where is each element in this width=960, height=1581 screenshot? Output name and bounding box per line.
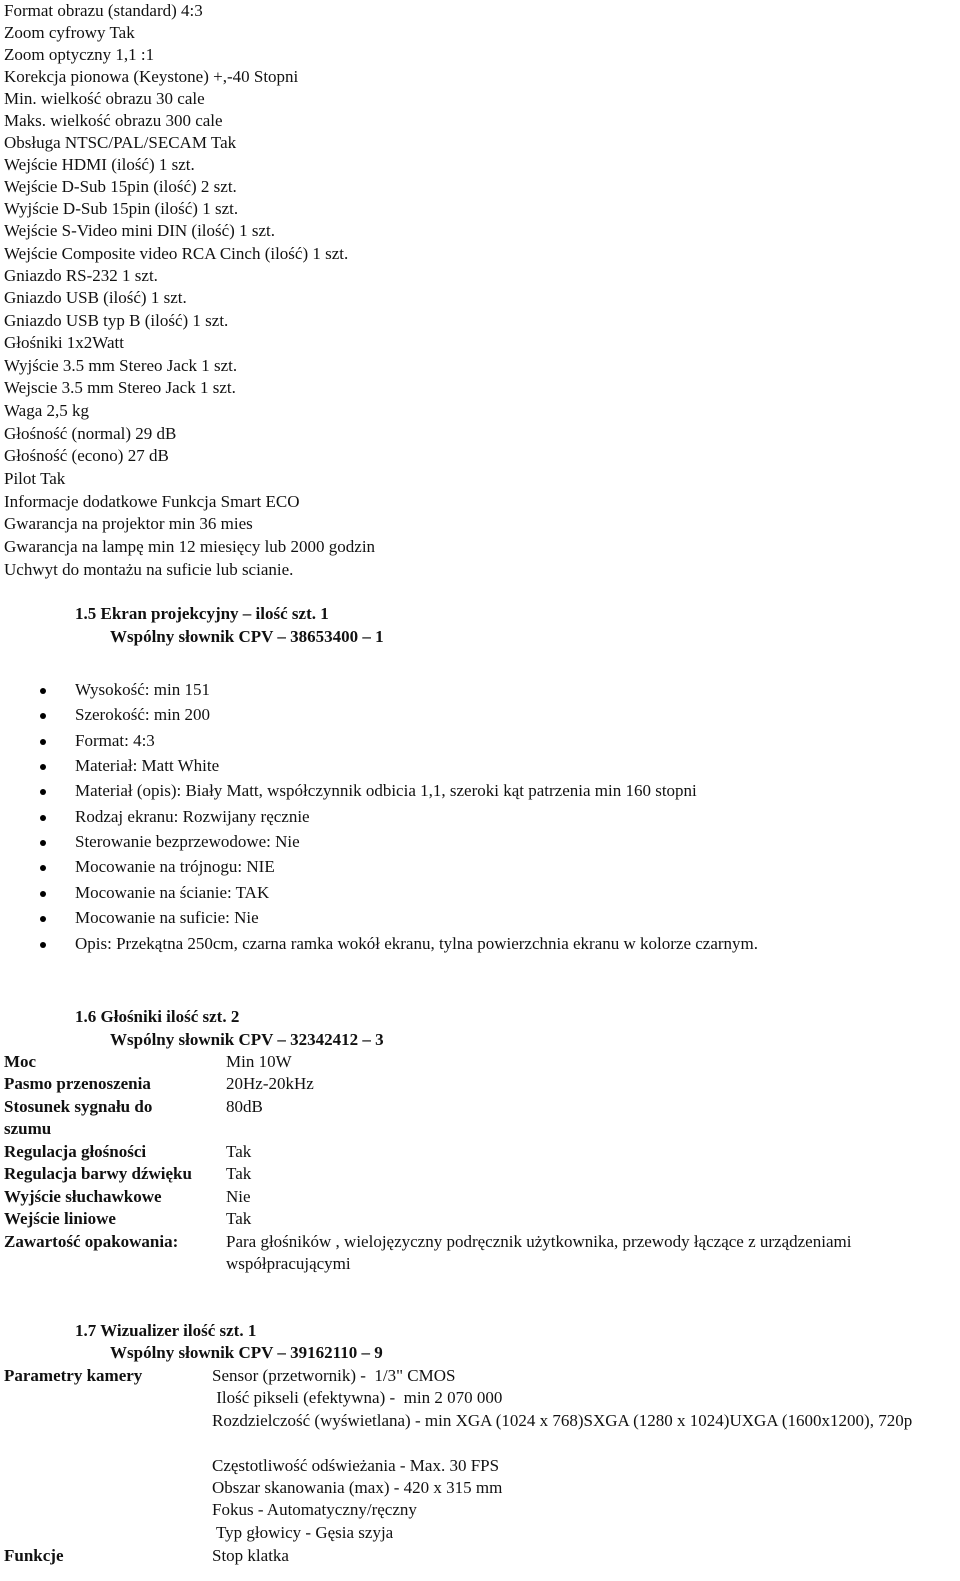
spec-line: Gniazdo USB typ B (ilość) 1 szt.: [4, 311, 229, 330]
spec-line: Min. wielkość obrazu 30 cale: [4, 89, 205, 108]
list-item: Szerokość: min 200: [75, 705, 211, 724]
spec-line: Informacje dodatkowe Funkcja Smart ECO: [4, 492, 300, 511]
spec-label: Zawartość opakowania:: [4, 1232, 179, 1251]
spec-line: Zoom cyfrowy Tak: [4, 23, 135, 42]
spec-value: Tak: [226, 1142, 252, 1161]
spec-label: Stosunek sygnału do szumu: [4, 1097, 153, 1138]
spec-value: Para głośników , wielojęzyczny podręcznik użytkownika, przewody łączące z urządzeniami współpracującymi: [226, 1232, 852, 1273]
spec-line: Gwarancja na projektor min 36 mies: [4, 514, 253, 533]
spec-value: Min 10W: [226, 1052, 292, 1071]
bullet-icon: [40, 840, 46, 846]
spec-line: Obsługa NTSC/PAL/SECAM Tak: [4, 133, 237, 152]
camera-param: Rozdzielczość (wyświetlana) - min XGA (1024 x 768)SXGA (1280 x 1024)UXGA (1600x1200), 720p: [212, 1411, 913, 1430]
spec-line: Zoom optyczny 1,1 :1: [4, 45, 155, 64]
section-cpv-visualizer: Wspólny słownik CPV – 39162110 – 9: [110, 1343, 383, 1362]
list-item: Rodzaj ekranu: Rozwijany ręcznie: [75, 807, 310, 826]
section-heading-visualizer: 1.7 Wizualizer ilość szt. 1: [75, 1321, 257, 1340]
bullet-icon: [40, 739, 46, 745]
camera-param: Ilość pikseli (efektywna) - min 2 070 000: [212, 1388, 503, 1407]
spec-line: Głośniki 1x2Watt: [4, 333, 124, 352]
spec-line: Wejście HDMI (ilość) 1 szt.: [4, 155, 195, 174]
bullet-icon: [40, 891, 46, 897]
list-item: Mocowanie na ścianie: TAK: [75, 883, 270, 902]
camera-param: Sensor (przetwornik) - 1/3" CMOS: [212, 1366, 456, 1385]
spec-line: Wyjście D-Sub 15pin (ilość) 1 szt.: [4, 199, 239, 218]
spec-label: Wyjście słuchawkowe: [4, 1187, 162, 1206]
spec-line: Pilot Tak: [4, 469, 66, 488]
bullet-icon: [40, 916, 46, 922]
spec-value: Nie: [226, 1187, 251, 1206]
bullet-icon: [40, 815, 46, 821]
spec-line: Głośność (econo) 27 dB: [4, 446, 169, 465]
list-item: Materiał: Matt White: [75, 756, 220, 775]
spec-line: Korekcja pionowa (Keystone) +,-40 Stopni: [4, 67, 299, 86]
list-item: Format: 4:3: [75, 731, 155, 750]
spec-line: Wejscie 3.5 mm Stereo Jack 1 szt.: [4, 378, 236, 397]
section-cpv-speakers: Wspólny słownik CPV – 32342412 – 3: [110, 1030, 384, 1049]
spec-label: Parametry kamery: [4, 1366, 143, 1385]
spec-line: Format obrazu (standard) 4:3: [4, 1, 203, 20]
list-item: Materiał (opis): Biały Matt, współczynnik odbicia 1,1, szeroki kąt patrzenia min 160 stopni: [75, 781, 697, 800]
section-cpv-screen: Wspólny słownik CPV – 38653400 – 1: [110, 627, 384, 646]
spec-label: Moc: [4, 1052, 37, 1071]
spec-value: 80dB: [226, 1097, 263, 1116]
camera-param: Typ głowicy - Gęsia szyja: [212, 1523, 394, 1542]
spec-line: Głośność (normal) 29 dB: [4, 424, 177, 443]
section-heading-speakers: 1.6 Głośniki ilość szt. 2: [75, 1007, 240, 1026]
spec-label: Regulacja barwy dźwięku: [4, 1164, 192, 1183]
spec-line: Wejście S-Video mini DIN (ilość) 1 szt.: [4, 221, 275, 240]
camera-param: Fokus - Automatyczny/ręczny: [212, 1500, 417, 1519]
spec-line: Gniazdo RS-232 1 szt.: [4, 266, 158, 285]
spec-value: Tak: [226, 1164, 252, 1183]
list-item: Mocowanie na suficie: Nie: [75, 908, 259, 927]
camera-param: Obszar skanowania (max) - 420 x 315 mm: [212, 1478, 503, 1497]
bullet-icon: [40, 713, 46, 719]
spec-value: Stop klatka: [212, 1546, 289, 1565]
bullet-icon: [40, 942, 46, 948]
spec-line: Gniazdo USB (ilość) 1 szt.: [4, 288, 187, 307]
bullet-icon: [40, 865, 46, 871]
bullet-icon: [40, 789, 46, 795]
spec-label: Funkcje: [4, 1546, 64, 1565]
spec-label: Pasmo przenoszenia: [4, 1074, 151, 1093]
section-heading-screen: 1.5 Ekran projekcyjny – ilość szt. 1: [75, 604, 329, 623]
spec-line: Gwarancja na lampę min 12 miesięcy lub 2000 godzin: [4, 537, 376, 556]
spec-line: Maks. wielkość obrazu 300 cale: [4, 111, 223, 130]
list-item: Sterowanie bezprzewodowe: Nie: [75, 832, 300, 851]
spec-value: Tak: [226, 1209, 252, 1228]
spec-label: Regulacja głośności: [4, 1142, 147, 1161]
list-item: Wysokość: min 151: [75, 680, 210, 699]
list-item: Mocowanie na trójnogu: NIE: [75, 857, 275, 876]
spec-line: Uchwyt do montażu na suficie lub scianie.: [4, 560, 294, 579]
list-item: Opis: Przekątna 250cm, czarna ramka wokół ekranu, tylna powierzchnia ekranu w kolorze czarnym.: [75, 934, 759, 953]
spec-label: Wejście liniowe: [4, 1209, 116, 1228]
spec-value: 20Hz-20kHz: [226, 1074, 314, 1093]
bullet-icon: [40, 764, 46, 770]
spec-line: Wyjście 3.5 mm Stereo Jack 1 szt.: [4, 356, 238, 375]
spec-line: Wejście Composite video RCA Cinch (ilość) 1 szt.: [4, 244, 349, 263]
spec-line: Waga 2,5 kg: [4, 401, 90, 420]
camera-param: Częstotliwość odświeżania - Max. 30 FPS: [212, 1456, 500, 1475]
bullet-icon: [40, 688, 46, 694]
spec-line: Wejście D-Sub 15pin (ilość) 2 szt.: [4, 177, 237, 196]
